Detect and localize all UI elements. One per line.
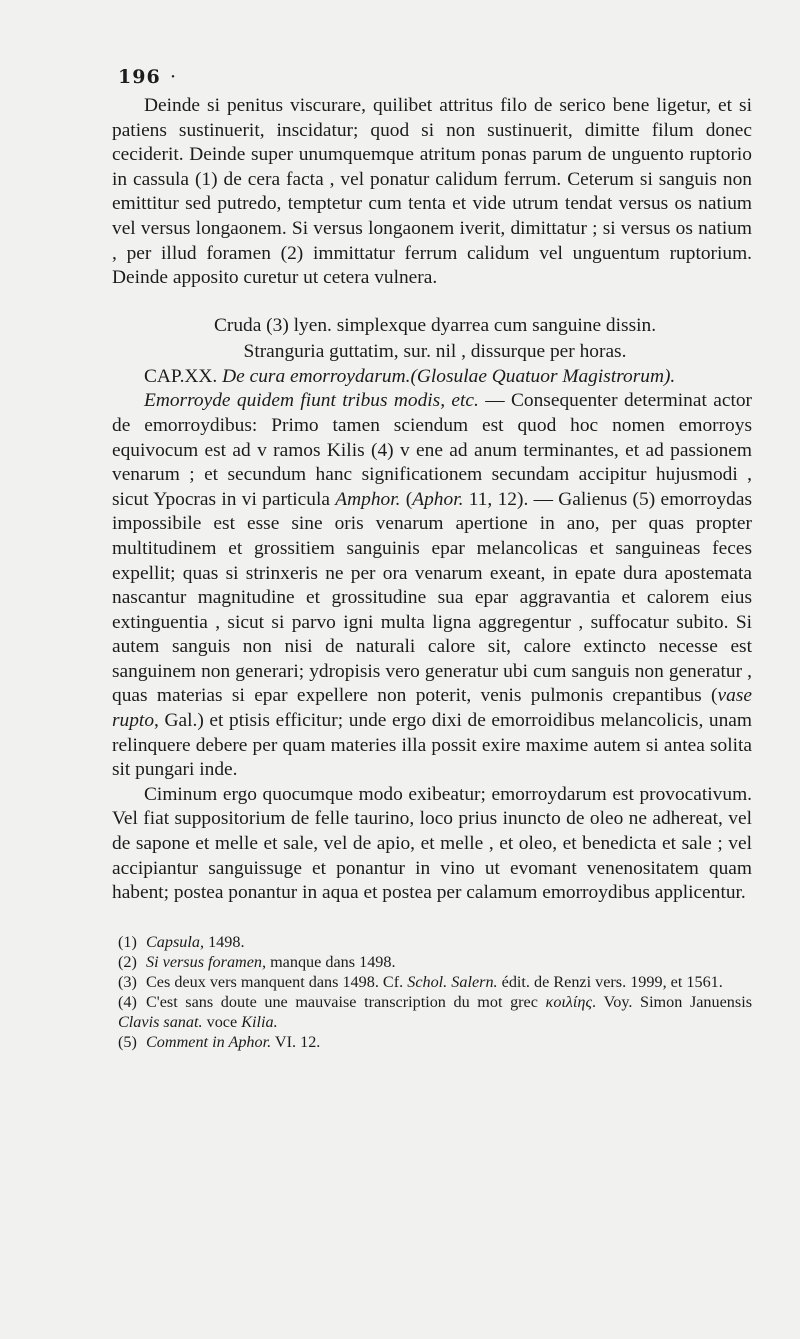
footnote-1: (1) Capsula, 1498. (118, 932, 245, 951)
chapter-text-3: 11, 12). — Galienus (5) emorroydas impossibile est esse sine oris venarum apertione in ano, per quas propter multitudinem et grossitiem sanguinis epar melancolicas et sanguineas feces expellit; quas si strinxeris ne per ora venarum exeant, in epate dura apostemata nascantur magnitudine et grossitudine sua epar aggravantia et calorem eius extinguentia , sicut si parvo igni multa ligna aggregentur , suffocatur subito. Si autem sanguis non nisi de naturali calore sit, calore extincto necesse est sanguinem non generari; ydropisis vero generatur ubi cum sanguis non generatur , quas materias si epar expellere non poterit, venis pulmonis crepantibus ( (112, 488, 753, 707)
verse-block (118, 313, 752, 365)
chapter-heading (112, 365, 752, 390)
footnote-5: (5) Comment in Aphor. VI. 12. (118, 1032, 321, 1051)
chapter-text-2: ( (400, 488, 413, 510)
verse-line-2: Stranguria guttatim, sur. nil , dissurque per horas. (243, 340, 627, 362)
paragraph-hemorrhoid-treatment: Deinde si penitus viscurare, quilibet attritus filo de serico bene ligetur, et si patiens sustinuerit, inscidatur; quod si non sustinuerit, dimitte filum donec ceciderit. Deinde super unumquemque atritum ponas parum de unguento ruptorio in cassula (1) de cera facta , vel ponatur calidum ferrum. Ceterum si sanguis non emittitur sed putredo, temptetur cum tenta et vide utrum tendat versus os natium vel versus longaonem. Si versus longaonem iverit, dimittatur ; si versus os natium , per illud foramen (2) immittatur ferrum calidum vel unguentum ruptorium. Deinde apposito curetur ut cetera vulnera. (112, 95, 752, 289)
main-text (112, 94, 752, 906)
verse-line-1: Cruda (3) lyen. simplexque dyarrea cum sanguine dissin. (213, 314, 657, 336)
paragraph-remedies: Ciminum ergo quocumque modo exibeatur; emorroydarum est provocativum. Vel fiat suppositorium de felle taurino, loco prius inuncto de oleo ne adhereat, vel de sapone et melle et sale, vel de apio, et melle , et oleo, et benedicta et sale ; vel accipiantur sanguissuge et ponantur in vino ut evomant venenositatem quam habent; postea ponantur in aqua et postea per calamum emorroydibus applicentur. (112, 783, 752, 904)
ref-amphor: Amphor. (335, 488, 401, 510)
chapter-title: De cura emorroydarum.(Glosulae Quatuor Magistrorum). (222, 365, 676, 387)
ref-aphor: Aphor. (412, 488, 464, 510)
page-number-dot: · (170, 66, 177, 88)
chapter-text-1: — Consequenter determinat actor de emorroydibus: Primo tamen sciendum est quod hoc nomen emorroys equivocum est ad v ramos Kilis (4) v ene ad anum terminantes, et ad passionem venarum ; et secundum hanc significationem secundam accipitur hujusmodi , sicut Ypocras in vi particula (112, 390, 752, 510)
chapter-text-4: , Gal.) et ptisis efficitur; unde ergo dixi de emorroidibus melancolicis, unam relinquere debere per quam materies illa possit exire maxime autem si antea solita sit pungari inde. (112, 710, 752, 781)
footnotes (112, 932, 752, 1052)
footnote-3: (3) Ces deux vers manquent dans 1498. Cf. Schol. Salern. édit. de Renzi vers. 1999, et 1561. (118, 972, 723, 991)
chapter-label: CAP.XX. (144, 365, 218, 387)
page-number: 196 (118, 66, 161, 88)
paragraph-chapter-text (112, 389, 752, 783)
footnote-4: (4) C'est sans doute une mauvaise transcription du mot grec κοιλίης. Voy. Simon Januensis Clavis sanat. voce Kilia. (118, 992, 752, 1031)
chapter-lemma: Emorroyde quidem fiunt tribus modis, etc. (144, 390, 479, 412)
footnote-2: (2) Si versus foramen, manque dans 1498. (118, 952, 396, 971)
ref-vase-rupto: vase rupto (112, 685, 752, 732)
